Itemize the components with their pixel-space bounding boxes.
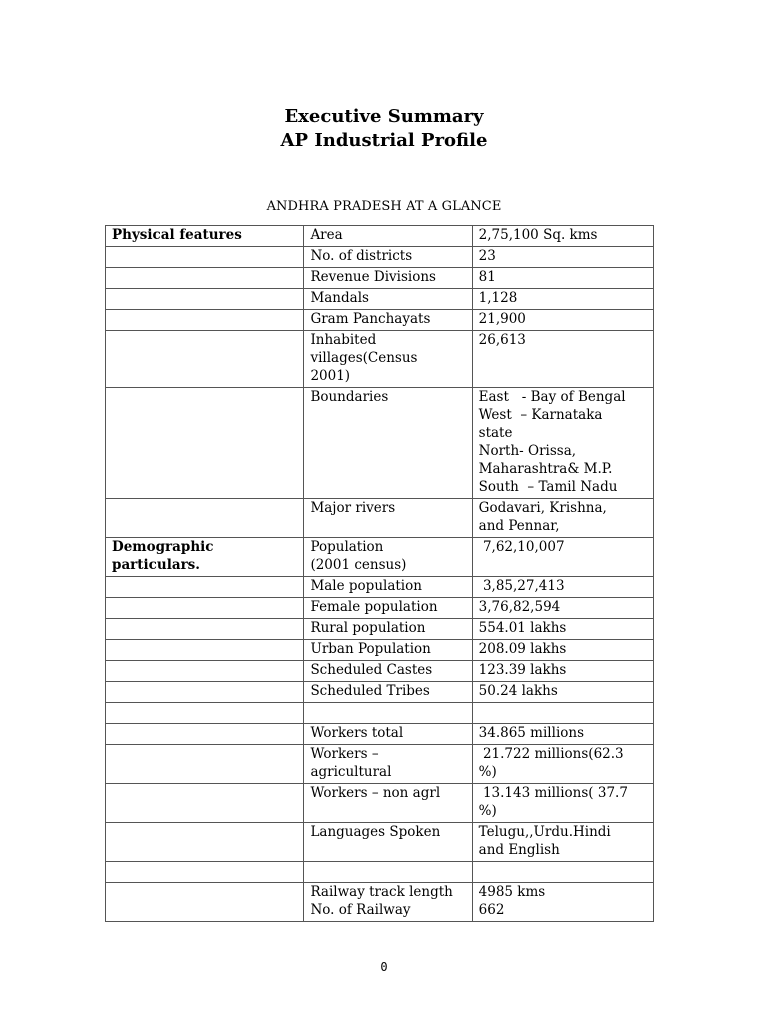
section-cell: [106, 745, 304, 784]
section-cell: [106, 682, 304, 703]
section-cell: [106, 388, 304, 499]
label-line: Languages Spoken: [310, 824, 441, 840]
section-cell: [106, 784, 304, 823]
table-heading: ANDHRA PRADESH AT A GLANCE: [266, 199, 502, 214]
section-cell: [106, 499, 304, 538]
label-line: No. of Railway: [310, 902, 411, 918]
document-title: Executive Summary: [284, 106, 484, 127]
value-line: 208.09 lakhs: [478, 641, 567, 657]
label-line: Workers –: [310, 746, 379, 762]
value-cell: [472, 640, 653, 661]
label-line: Boundaries: [310, 389, 389, 405]
value-cell: [472, 577, 653, 598]
value-cell: [472, 226, 653, 247]
value-line: and English: [478, 842, 560, 858]
section-cell: Physical features: [106, 226, 304, 247]
section-cell: [106, 619, 304, 640]
value-line: 123.39 lakhs: [478, 662, 567, 678]
label-cell: [304, 640, 472, 661]
label-cell: [304, 745, 472, 784]
label-cell: [304, 823, 472, 862]
table-row: [106, 598, 654, 619]
table-row: [106, 619, 654, 640]
section-cell: [106, 577, 304, 598]
value-cell: [472, 745, 653, 784]
label-line: Scheduled Tribes: [310, 683, 430, 699]
label-line: Area: [310, 227, 343, 243]
section-cell: Demographic particulars.: [106, 538, 304, 577]
label-line: 2001): [310, 368, 351, 384]
table-row: [106, 388, 654, 499]
glance-table: [105, 225, 654, 922]
label-line: Gram Panchayats: [310, 311, 431, 327]
value-cell: [472, 784, 653, 823]
value-line: 50.24 lakhs: [478, 683, 558, 699]
document-subtitle-title: AP Industrial Profile: [280, 130, 488, 151]
label-line: Mandals: [310, 290, 369, 306]
value-line: 13.143 millions( 37.7: [478, 785, 628, 801]
label-cell: [304, 661, 472, 682]
section-cell: [106, 289, 304, 310]
label-line: No. of districts: [310, 248, 413, 264]
value-cell: [472, 499, 653, 538]
value-line: 554.01 lakhs: [478, 620, 567, 636]
table-row: [106, 226, 654, 247]
label-cell: [304, 703, 472, 724]
value-cell: [472, 823, 653, 862]
label-cell: [304, 226, 472, 247]
label-cell: [304, 862, 472, 883]
value-line: 23: [478, 248, 496, 264]
label-line: Female population: [310, 599, 438, 615]
label-cell: [304, 598, 472, 619]
label-line: Urban Population: [310, 641, 431, 657]
table-row: [106, 862, 654, 883]
label-cell: [304, 289, 472, 310]
value-line: Telugu,,Urdu.Hindi: [478, 824, 611, 840]
label-line: Male population: [310, 578, 422, 594]
table-row: [106, 268, 654, 289]
value-cell: [472, 598, 653, 619]
label-cell: [304, 784, 472, 823]
section-cell: [106, 640, 304, 661]
label-cell: [304, 310, 472, 331]
label-cell: [304, 499, 472, 538]
table-row: [106, 682, 654, 703]
value-line: Maharashtra& M.P.: [478, 461, 613, 477]
label-cell: [304, 724, 472, 745]
value-cell: [472, 268, 653, 289]
value-cell: [472, 388, 653, 499]
table-row: [106, 247, 654, 268]
table-row: [106, 499, 654, 538]
table-row: [106, 331, 654, 388]
value-line: Godavari, Krishna,: [478, 500, 607, 516]
label-line: Major rivers: [310, 500, 396, 516]
label-line: Scheduled Castes: [310, 662, 433, 678]
value-cell: [472, 310, 653, 331]
table-row: [106, 745, 654, 784]
table-row: [106, 883, 654, 922]
label-cell: [304, 619, 472, 640]
table-row: [106, 577, 654, 598]
value-line: %): [478, 803, 497, 819]
value-line: 2,75,100 Sq. kms: [478, 227, 598, 243]
value-line: and Pennar,: [478, 518, 560, 534]
value-cell: [472, 883, 653, 922]
section-cell: [106, 724, 304, 745]
label-line: (2001 census): [310, 557, 407, 573]
value-line: West – Karnataka: [478, 407, 603, 423]
section-cell: [106, 823, 304, 862]
label-line: Population: [310, 539, 384, 555]
table-row: [106, 823, 654, 862]
section-cell: [106, 862, 304, 883]
label-cell: [304, 682, 472, 703]
label-line: Workers – non agrl: [310, 785, 441, 801]
label-line: agricultural: [310, 764, 392, 780]
value-cell: [472, 862, 653, 883]
section-cell: [106, 883, 304, 922]
table-row: [106, 661, 654, 682]
value-line: 21,900: [478, 311, 526, 327]
value-line: 3,85,27,413: [478, 578, 565, 594]
value-line: 26,613: [478, 332, 526, 348]
value-cell: [472, 331, 653, 388]
value-cell: [472, 619, 653, 640]
section-cell: [106, 331, 304, 388]
table-row: [106, 724, 654, 745]
value-line: 3,76,82,594: [478, 599, 561, 615]
label-cell: [304, 247, 472, 268]
label-line: Revenue Divisions: [310, 269, 436, 285]
value-line: %): [478, 764, 497, 780]
label-line: Rural population: [310, 620, 426, 636]
table-row: [106, 703, 654, 724]
value-line: South – Tamil Nadu: [478, 479, 618, 495]
label-cell: [304, 331, 472, 388]
section-cell: [106, 268, 304, 289]
section-cell: [106, 661, 304, 682]
label-cell: [304, 577, 472, 598]
value-cell: [472, 682, 653, 703]
section-cell: [106, 310, 304, 331]
value-line: 4985 kms: [478, 884, 546, 900]
label-cell: [304, 883, 472, 922]
value-line: East - Bay of Bengal: [478, 389, 626, 405]
section-cell: [106, 703, 304, 724]
value-cell: [472, 703, 653, 724]
table-row: [106, 538, 654, 577]
value-line: North- Orissa,: [478, 443, 577, 459]
section-cell: [106, 247, 304, 268]
value-cell: [472, 661, 653, 682]
label-line: Railway track length: [310, 884, 453, 900]
value-cell: [472, 289, 653, 310]
value-cell: [472, 724, 653, 745]
value-line: 7,62,10,007: [478, 539, 565, 555]
label-line: Workers total: [310, 725, 404, 741]
value-line: 34.865 millions: [478, 725, 585, 741]
table-row: [106, 640, 654, 661]
label-cell: [304, 538, 472, 577]
value-line: state: [478, 425, 513, 441]
glance-table-body: [106, 226, 654, 922]
value-line: 81: [478, 269, 496, 285]
table-row: [106, 289, 654, 310]
label-line: villages(Census: [310, 350, 418, 366]
value-line: 1,128: [478, 290, 518, 306]
value-line: 662: [478, 902, 505, 918]
section-cell: [106, 598, 304, 619]
label-cell: [304, 268, 472, 289]
label-line: Inhabited: [310, 332, 377, 348]
value-cell: [472, 538, 653, 577]
page-number: 0: [380, 960, 388, 974]
value-cell: [472, 247, 653, 268]
value-line: 21.722 millions(62.3: [478, 746, 624, 762]
table-row: [106, 784, 654, 823]
label-cell: [304, 388, 472, 499]
table-row: [106, 310, 654, 331]
